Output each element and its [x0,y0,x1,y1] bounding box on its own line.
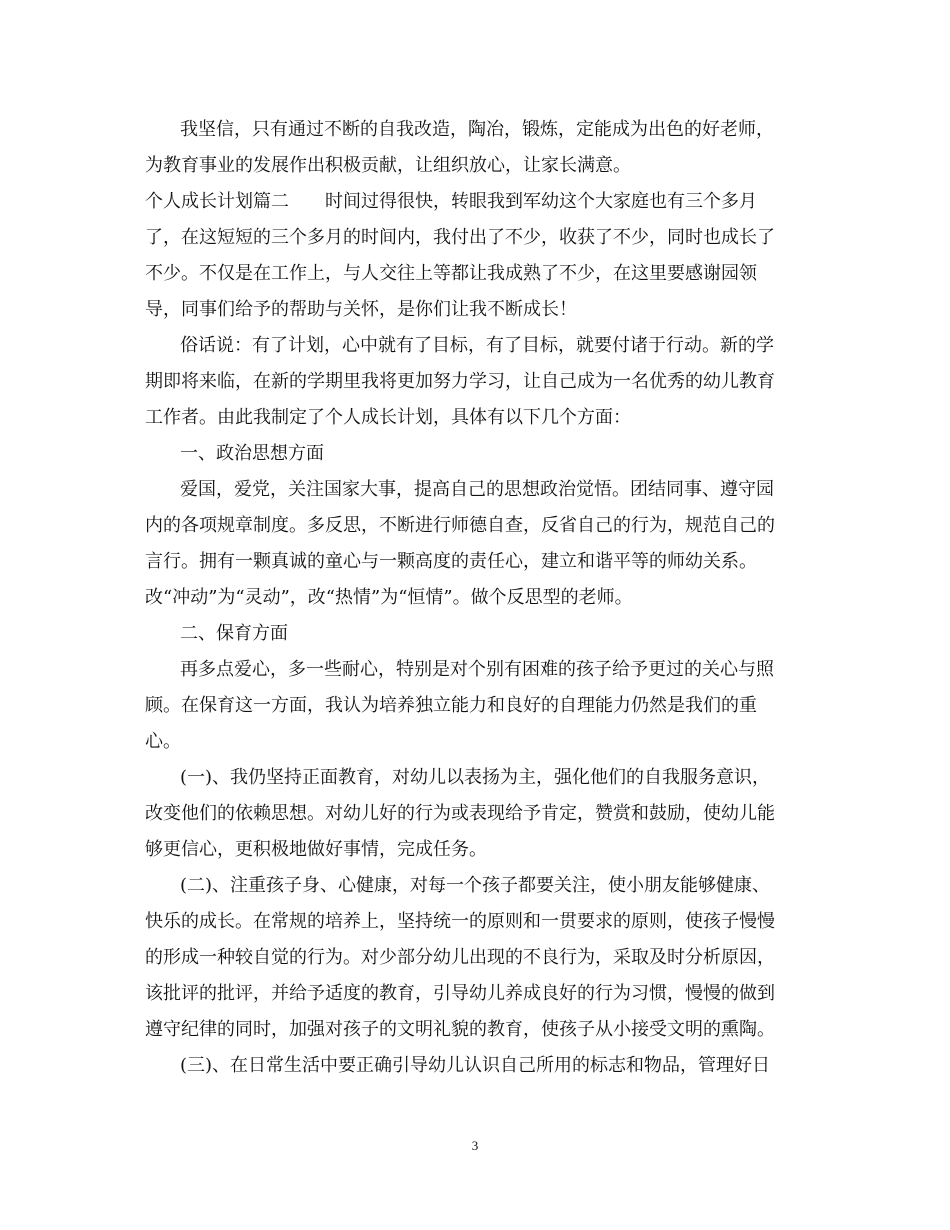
text-line: 了，在这短短的三个多月的时间内，我付出了不少，收获了不少，同时也成长了 [145,227,775,248]
text-line: 俗话说：有了计划，心中就有了目标，有了目标，就要付诸于行动。新的学 [180,335,774,356]
text-line: 的形成一种较自觉的行为。对少部分幼儿出现的不良行为，采取及时分析原因， [145,947,775,968]
text-line: 个人成长计划篇二 时间过得很快，转眼我到军幼这个大家庭也有三个多月 [145,191,757,212]
text-line: 工作者。由此我制定了个人成长计划，具体有以下几个方面： [145,407,631,428]
text-line: (三)、在日常生活中要正确引导幼儿认识自己所用的标志和物品，管理好日 [180,1055,771,1076]
text-line: 内的各项规章制度。多反思，不断进行师德自查，反省自己的行为，规范自己的 [145,515,775,536]
section-heading: 二、保育方面 [180,623,288,644]
text-line: 遵守纪律的同时，加强对孩子的文明礼貌的教育，使孩子从小接受文明的熏陶。 [145,1019,775,1040]
text-line: 为教育事业的发展作出积极贡献，让组织放心，让家长满意。 [145,155,631,176]
text-line: 我坚信，只有通过不断的自我改造，陶冶，锻炼，定能成为出色的好老师， [180,119,774,140]
text-line: 导，同事们给予的帮助与关怀，是你们让我不断成长！ [145,299,577,320]
text-line: 改“冲动”为“灵动”，改“热情”为“恒情”。做个反思型的老师。 [145,587,633,608]
section-heading: 一、政治思想方面 [180,443,324,464]
text-line: 言行。拥有一颗真诚的童心与一颗高度的责任心，建立和谐平等的师幼关系。 [145,551,757,572]
text-line: 不少。不仅是在工作上，与人交往上等都让我成熟了不少，在这里要感谢园领 [145,263,757,284]
text-line: (二)、注重孩子身、心健康，对每一个孩子都要关注，使小朋友能够健康、 [180,875,771,896]
text-line: 期即将来临，在新的学期里我将更加努力学习，让自己成为一名优秀的幼儿教育 [145,371,775,392]
text-line: 够更信心，更积极地做好事情，完成任务。 [145,839,487,860]
text-line: 该批评的批评，并给予适度的教育，引导幼儿养成良好的行为习惯，慢慢的做到 [145,983,775,1004]
text-line: 心。 [145,731,181,752]
text-line: 改变他们的依赖思想。对幼儿好的行为或表现给予肯定，赞赏和鼓励，使幼儿能 [145,803,775,824]
page-number: 3 [471,1138,479,1153]
text-line: 爱国，爱党，关注国家大事，提高自己的思想政治觉悟。团结同事、遵守园 [180,479,774,500]
text-line: 再多点爱心，多一些耐心，特别是对个别有困难的孩子给予更过的关心与照 [180,659,774,680]
text-line: 顾。在保育这一方面，我认为培养独立能力和良好的自理能力仍然是我们的重 [145,695,757,716]
text-line: 快乐的成长。在常规的培养上，坚持统一的原则和一贯要求的原则，使孩子慢慢 [145,911,775,932]
text-line: (一)、我仍坚持正面教育，对幼儿以表扬为主，强化他们的自我服务意识， [180,767,771,788]
